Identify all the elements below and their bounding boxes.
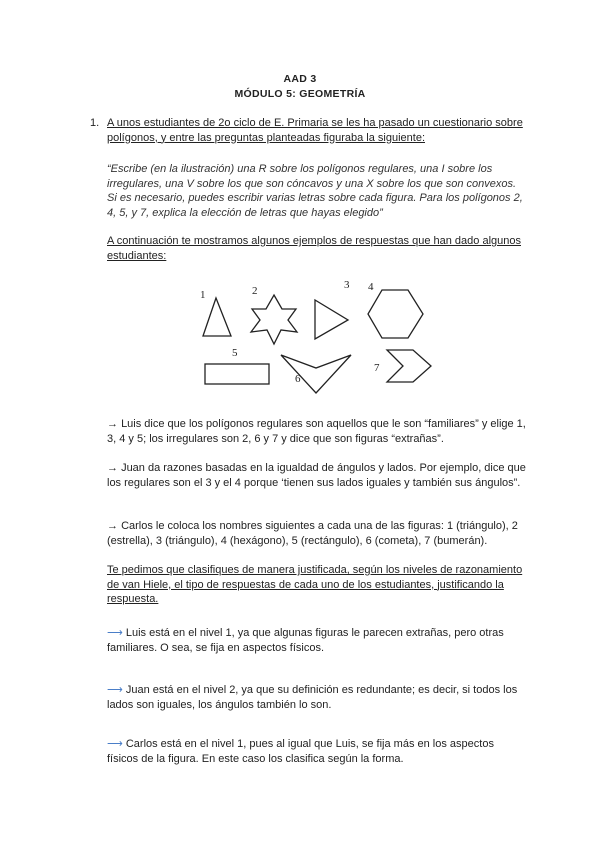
polygon-6-concave bbox=[281, 355, 351, 393]
task-instructions: Te pedimos que clasifiques de manera justificada, según los niveles de razonamiento de van Hiele, el tipo de respuestas de cada uno de los estudiantes, justificando la respuesta. bbox=[107, 564, 523, 605]
label-1: 1 bbox=[200, 289, 206, 301]
question-intro: A unos estudiantes de 2o ciclo de E. Primaria se les ha pasado un cuestionario sobre polígonos, y entre las preguntas planteadas figuraba la siguiente: bbox=[107, 117, 523, 144]
label-5: 5 bbox=[232, 347, 238, 359]
label-3: 3 bbox=[344, 279, 350, 291]
polygon-7-chevron bbox=[387, 350, 431, 382]
arrow-icon: → bbox=[107, 462, 118, 474]
polygon-3-triangle bbox=[315, 300, 348, 339]
module-title: MÓDULO 5: GEOMETRÍA bbox=[234, 88, 366, 100]
response-carlos: → Carlos le coloca los nombres siguientes a cada una de las figuras: 1 (triángulo), 2 (estrella), 3 (triángulo), 4 (hexágono), 5 (rectángulo), 6 (cometa), 7 (bumerán). bbox=[107, 520, 518, 547]
long-arrow-icon: ⟶ bbox=[107, 627, 123, 639]
answer-juan: ⟶ Juan está en el nivel 2, ya que su definición es redundante; es decir, si todos los lados son iguales, los ángulos también lo son. bbox=[107, 684, 518, 711]
examples-intro: A continuación te mostramos algunos ejemplos de respuestas que han dado algunos estudiantes: bbox=[107, 235, 521, 262]
label-4: 4 bbox=[368, 281, 374, 293]
label-7: 7 bbox=[374, 362, 380, 374]
polygon-1-triangle bbox=[203, 298, 231, 336]
question-number: 1. bbox=[90, 117, 100, 129]
answer-luis: ⟶ Luis está en el nivel 1, ya que algunas figuras le parecen extrañas, pero otras familiares. O sea, se fija en aspectos físicos. bbox=[107, 627, 504, 654]
arrow-icon: → bbox=[107, 520, 118, 532]
response-juan: → Juan da razones basadas en la igualdad de ángulos y lados. Por ejemplo, dice que los regulares son el 3 y el 4 porque ‘tienen sus lados iguales y también sus ángulos”. bbox=[107, 462, 526, 489]
long-arrow-icon: ⟶ bbox=[107, 738, 123, 750]
polygon-4-hexagon bbox=[368, 290, 423, 338]
polygon-5-rectangle bbox=[205, 364, 269, 384]
document-title: AAD 3 bbox=[283, 73, 317, 85]
label-6: 6 bbox=[295, 373, 301, 385]
arrow-icon: → bbox=[107, 418, 118, 430]
question-quote: “Escribe (en la ilustración) una R sobre los polígonos regulares, una I sobre los irregulares, una V sobre los que son cóncavos y una X sobre los que son convexos. Si es necesario, puedes escribir varias letras sobre cada figura. Para los polígonos 2, 4, 5, y 7, explica la elección de letras que hayas elegido” bbox=[107, 163, 523, 219]
long-arrow-icon: ⟶ bbox=[107, 684, 123, 696]
label-2: 2 bbox=[252, 285, 258, 297]
response-luis: → Luis dice que los polígonos regulares son aquellos que le son “familiares” y elige 1, 3, 4 y 5; los irregulares son 2, 6 y 7 y dice que son figuras “extrañas”. bbox=[107, 418, 526, 445]
answer-carlos: ⟶ Carlos está en el nivel 1, pues al igual que Luis, se fija más en los aspectos físicos de la figura. En este caso los clasifica según la forma. bbox=[107, 738, 494, 765]
polygons-figure bbox=[196, 278, 441, 396]
polygon-2-star bbox=[251, 295, 297, 344]
